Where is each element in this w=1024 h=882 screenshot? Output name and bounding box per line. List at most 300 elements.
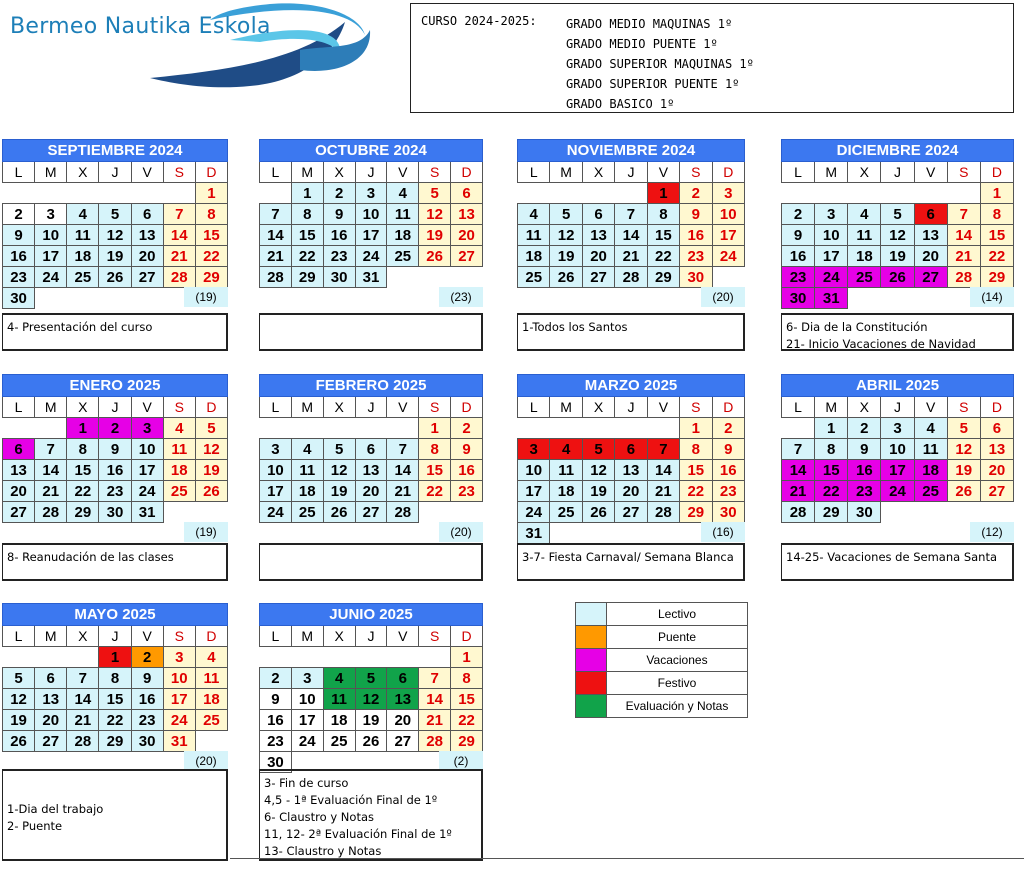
day-cell: 16: [680, 225, 712, 246]
day-cell: 2: [848, 418, 881, 439]
day-cell: 9: [323, 204, 355, 225]
day-cell: 4: [67, 204, 99, 225]
weekday-header: X: [323, 397, 355, 418]
weekday-header: D: [980, 397, 1013, 418]
day-cell: 17: [131, 460, 163, 481]
day-cell: 17: [260, 481, 292, 502]
day-cell: 27: [131, 267, 163, 288]
day-cell: 10: [35, 225, 67, 246]
empty-cell: [3, 183, 35, 204]
day-cell: 14: [67, 689, 99, 710]
month-notes: [259, 543, 483, 581]
day-cell: 2: [680, 183, 712, 204]
week-row: [3, 710, 228, 731]
day-cell: 10: [815, 225, 848, 246]
day-cell: 12: [3, 689, 35, 710]
week-row: [3, 439, 228, 460]
day-cell: 27: [387, 731, 419, 752]
week-row: [518, 418, 745, 439]
day-cell: 10: [260, 460, 292, 481]
week-row: [3, 481, 228, 502]
lective-days-count: (2): [439, 751, 483, 771]
day-cell: 15: [680, 460, 712, 481]
weekday-header: S: [947, 162, 980, 183]
empty-cell: [35, 647, 67, 668]
empty-cell: [550, 523, 582, 544]
day-cell: 6: [3, 439, 35, 460]
empty-cell: [3, 647, 35, 668]
day-cell: 25: [550, 502, 582, 523]
empty-cell: [3, 418, 35, 439]
day-cell: 18: [518, 246, 550, 267]
day-cell: 25: [387, 246, 419, 267]
empty-cell: [914, 288, 947, 309]
day-cell: 19: [195, 460, 227, 481]
day-cell: 3: [355, 183, 387, 204]
weekday-header: J: [355, 162, 387, 183]
empty-cell: [323, 647, 355, 668]
day-cell: 7: [163, 204, 195, 225]
day-cell: 27: [3, 502, 35, 523]
empty-cell: [163, 183, 195, 204]
day-cell: 10: [163, 668, 195, 689]
day-cell: 26: [947, 481, 980, 502]
weekday-header: J: [881, 162, 914, 183]
weekday-header: D: [712, 162, 744, 183]
day-cell: 7: [647, 439, 679, 460]
week-row: [260, 731, 483, 752]
empty-cell: [815, 183, 848, 204]
weekday-header: X: [848, 162, 881, 183]
day-cell: 20: [582, 246, 614, 267]
day-cell: 14: [35, 460, 67, 481]
day-cell: 24: [131, 481, 163, 502]
week-row: [3, 183, 228, 204]
lective-days-count: (20): [701, 287, 745, 307]
weekday-header: S: [947, 397, 980, 418]
legend: [575, 602, 748, 718]
day-cell: 13: [980, 439, 1013, 460]
day-cell: 25: [323, 731, 355, 752]
week-row: [518, 204, 745, 225]
legend-label: Puente: [607, 626, 748, 649]
month-notes: [517, 543, 745, 581]
day-cell: 28: [782, 502, 815, 523]
day-cell: 2: [131, 647, 163, 668]
day-cell: 11: [67, 225, 99, 246]
note-line: 14-25- Vacaciones de Semana Santa: [786, 550, 998, 564]
day-cell: 3: [131, 418, 163, 439]
weekday-header: J: [881, 397, 914, 418]
empty-cell: [582, 418, 614, 439]
day-cell: 4: [195, 647, 227, 668]
day-cell: 8: [291, 204, 323, 225]
day-cell: 16: [712, 460, 744, 481]
legend-item: [576, 695, 748, 718]
legend-swatch: [576, 695, 607, 718]
day-cell: 24: [712, 246, 744, 267]
weekday-header: S: [419, 626, 451, 647]
month-title: OCTUBRE 2024: [260, 140, 483, 162]
weekday-header: X: [323, 626, 355, 647]
lective-days-count: (20): [439, 522, 483, 542]
day-cell: 24: [355, 246, 387, 267]
weekday-header: J: [355, 626, 387, 647]
weekday-header: V: [914, 162, 947, 183]
day-cell: 17: [355, 225, 387, 246]
weekday-header: M: [291, 162, 323, 183]
day-cell: 9: [712, 439, 744, 460]
day-cell: 14: [163, 225, 195, 246]
legend-label: Evaluación y Notas: [607, 695, 748, 718]
note-line: 1-Todos los Santos: [522, 320, 628, 334]
empty-cell: [387, 647, 419, 668]
day-cell: 21: [782, 481, 815, 502]
empty-cell: [914, 502, 947, 523]
day-cell: 10: [355, 204, 387, 225]
empty-cell: [947, 183, 980, 204]
day-cell: 3: [291, 668, 323, 689]
legend-swatch: [576, 626, 607, 649]
day-cell: 1: [99, 647, 131, 668]
day-cell: 23: [712, 481, 744, 502]
day-cell: 15: [815, 460, 848, 481]
day-cell: 28: [67, 731, 99, 752]
empty-cell: [615, 418, 647, 439]
day-cell: 6: [914, 204, 947, 225]
weekday-header: S: [419, 397, 451, 418]
empty-cell: [35, 183, 67, 204]
empty-cell: [518, 418, 550, 439]
empty-cell: [451, 502, 483, 523]
day-cell: 21: [260, 246, 292, 267]
note-line: 11, 12- 2ª Evaluación Final de 1º: [264, 827, 452, 841]
day-cell: 27: [355, 502, 387, 523]
empty-cell: [355, 418, 387, 439]
day-cell: 8: [67, 439, 99, 460]
day-cell: 8: [99, 668, 131, 689]
legend-item: [576, 672, 748, 695]
day-cell: 20: [451, 225, 483, 246]
day-cell: 3: [518, 439, 550, 460]
week-row: [518, 460, 745, 481]
empty-cell: [582, 183, 614, 204]
month-notes: [517, 313, 745, 351]
weekday-header: X: [323, 162, 355, 183]
empty-cell: [323, 418, 355, 439]
day-cell: 5: [947, 418, 980, 439]
day-cell: 31: [131, 502, 163, 523]
empty-cell: [712, 267, 744, 288]
day-cell: 13: [355, 460, 387, 481]
day-cell: 13: [387, 689, 419, 710]
day-cell: 16: [260, 710, 292, 731]
day-cell: 21: [35, 481, 67, 502]
day-cell: 11: [848, 225, 881, 246]
course-item: GRADO BASICO 1º: [566, 97, 675, 111]
day-cell: 29: [67, 502, 99, 523]
day-cell: 26: [3, 731, 35, 752]
week-row: [782, 183, 1014, 204]
month-notes: [2, 313, 228, 351]
week-row: [518, 267, 745, 288]
legend-swatch: [576, 649, 607, 672]
weekday-header: J: [99, 626, 131, 647]
weekday-header: V: [914, 397, 947, 418]
weekday-header: L: [260, 397, 292, 418]
legend-swatch: [576, 672, 607, 695]
day-cell: 18: [195, 689, 227, 710]
note-line: 8- Reanudación de las clases: [7, 550, 174, 564]
day-cell: 4: [518, 204, 550, 225]
day-cell: 20: [615, 481, 647, 502]
day-cell: 15: [647, 225, 679, 246]
day-cell: 15: [451, 689, 483, 710]
week-row: [3, 689, 228, 710]
day-cell: 15: [99, 689, 131, 710]
day-cell: 16: [782, 246, 815, 267]
month-title: MAYO 2025: [3, 604, 228, 626]
week-row: [260, 204, 483, 225]
day-cell: 25: [914, 481, 947, 502]
month-notes: [781, 543, 1014, 581]
week-row: [3, 246, 228, 267]
weekday-header: X: [582, 162, 614, 183]
empty-cell: [647, 418, 679, 439]
course-item: GRADO MEDIO MAQUINAS 1º: [566, 17, 733, 31]
weekday-header: J: [615, 397, 647, 418]
month-calendar: [259, 603, 483, 773]
month-notes: [259, 313, 483, 351]
week-row: [260, 183, 483, 204]
month-title: DICIEMBRE 2024: [782, 140, 1014, 162]
weekday-header: X: [67, 397, 99, 418]
day-cell: 6: [451, 183, 483, 204]
lective-days-count: (12): [970, 522, 1014, 542]
empty-cell: [387, 418, 419, 439]
day-cell: 23: [3, 267, 35, 288]
day-cell: 7: [947, 204, 980, 225]
legend-label: Vacaciones: [607, 649, 748, 672]
day-cell: 10: [712, 204, 744, 225]
weekday-header: M: [815, 162, 848, 183]
weekday-header: J: [99, 397, 131, 418]
weekday-header: V: [131, 626, 163, 647]
day-cell: 12: [947, 439, 980, 460]
week-row: [260, 439, 483, 460]
day-cell: 14: [782, 460, 815, 481]
day-cell: 15: [195, 225, 227, 246]
day-cell: 27: [451, 246, 483, 267]
day-cell: 8: [195, 204, 227, 225]
day-cell: 29: [980, 267, 1013, 288]
week-row: [518, 502, 745, 523]
day-cell: 5: [99, 204, 131, 225]
week-row: [782, 225, 1014, 246]
day-cell: 27: [914, 267, 947, 288]
day-cell: 7: [419, 668, 451, 689]
day-cell: 30: [848, 502, 881, 523]
month-calendar: [259, 374, 483, 523]
day-cell: 8: [980, 204, 1013, 225]
weekday-header: X: [67, 162, 99, 183]
empty-cell: [848, 183, 881, 204]
note-line: 2- Puente: [7, 819, 63, 833]
day-cell: 8: [451, 668, 483, 689]
weekday-header: V: [131, 162, 163, 183]
day-cell: 3: [260, 439, 292, 460]
day-cell: 2: [451, 418, 483, 439]
weekday-header: M: [550, 397, 582, 418]
day-cell: 24: [881, 481, 914, 502]
day-cell: 24: [35, 267, 67, 288]
day-cell: 27: [35, 731, 67, 752]
day-cell: 8: [680, 439, 712, 460]
day-cell: 5: [195, 418, 227, 439]
week-row: [782, 502, 1014, 523]
day-cell: 6: [35, 668, 67, 689]
day-cell: 17: [163, 689, 195, 710]
month-calendar: [2, 374, 228, 523]
weekday-header: L: [518, 162, 550, 183]
empty-cell: [67, 183, 99, 204]
empty-cell: [291, 647, 323, 668]
day-cell: 21: [647, 481, 679, 502]
note-line: 3- Fin de curso: [264, 776, 349, 790]
empty-cell: [881, 288, 914, 309]
empty-cell: [419, 647, 451, 668]
week-row: [782, 267, 1014, 288]
weekday-header: D: [195, 397, 227, 418]
day-cell: 20: [3, 481, 35, 502]
day-cell: 16: [848, 460, 881, 481]
day-cell: 19: [355, 710, 387, 731]
day-cell: 11: [518, 225, 550, 246]
week-row: [782, 481, 1014, 502]
day-cell: 26: [550, 267, 582, 288]
day-cell: 6: [615, 439, 647, 460]
logo-text: Bermeo Nautika Eskola: [10, 14, 271, 39]
day-cell: 9: [99, 439, 131, 460]
week-row: [518, 225, 745, 246]
day-cell: 6: [355, 439, 387, 460]
day-cell: 29: [195, 267, 227, 288]
day-cell: 17: [518, 481, 550, 502]
empty-cell: [881, 183, 914, 204]
day-cell: 17: [881, 460, 914, 481]
day-cell: 30: [680, 267, 712, 288]
day-cell: 21: [163, 246, 195, 267]
day-cell: 11: [195, 668, 227, 689]
weekday-header: S: [419, 162, 451, 183]
empty-cell: [582, 523, 614, 544]
weekday-header: J: [99, 162, 131, 183]
day-cell: 21: [419, 710, 451, 731]
day-cell: 15: [67, 460, 99, 481]
empty-cell: [260, 418, 292, 439]
day-cell: 24: [163, 710, 195, 731]
day-cell: 3: [815, 204, 848, 225]
day-cell: 25: [518, 267, 550, 288]
month-title: ENERO 2025: [3, 375, 228, 397]
day-cell: 16: [451, 460, 483, 481]
day-cell: 20: [980, 460, 1013, 481]
lective-days-count: (20): [184, 751, 228, 771]
day-cell: 24: [260, 502, 292, 523]
day-cell: 13: [914, 225, 947, 246]
month-title: ABRIL 2025: [782, 375, 1014, 397]
note-line: 6- Dia de la Constitución: [786, 320, 928, 334]
day-cell: 19: [881, 246, 914, 267]
day-cell: 16: [131, 689, 163, 710]
month-calendar: [781, 374, 1014, 523]
day-cell: 13: [615, 460, 647, 481]
day-cell: 1: [980, 183, 1013, 204]
day-cell: 5: [582, 439, 614, 460]
day-cell: 9: [451, 439, 483, 460]
bottom-rule: [230, 858, 1024, 859]
day-cell: 18: [163, 460, 195, 481]
day-cell: 14: [947, 225, 980, 246]
day-cell: 25: [291, 502, 323, 523]
weekday-header: V: [131, 397, 163, 418]
day-cell: 17: [35, 246, 67, 267]
day-cell: 25: [848, 267, 881, 288]
day-cell: 1: [680, 418, 712, 439]
day-cell: 20: [355, 481, 387, 502]
day-cell: 19: [550, 246, 582, 267]
day-cell: 28: [260, 267, 292, 288]
empty-cell: [131, 288, 163, 309]
day-cell: 8: [647, 204, 679, 225]
day-cell: 30: [782, 288, 815, 309]
day-cell: 8: [419, 439, 451, 460]
day-cell: 1: [291, 183, 323, 204]
day-cell: 7: [67, 668, 99, 689]
empty-cell: [195, 731, 227, 752]
day-cell: 27: [980, 481, 1013, 502]
day-cell: 19: [323, 481, 355, 502]
day-cell: 10: [518, 460, 550, 481]
day-cell: 29: [680, 502, 712, 523]
day-cell: 20: [914, 246, 947, 267]
weekday-header: V: [647, 397, 679, 418]
legend-item: [576, 626, 748, 649]
weekday-header: M: [35, 626, 67, 647]
day-cell: 5: [355, 668, 387, 689]
week-row: [3, 668, 228, 689]
day-cell: 6: [980, 418, 1013, 439]
day-cell: 22: [680, 481, 712, 502]
empty-cell: [67, 647, 99, 668]
weekday-header: V: [387, 626, 419, 647]
day-cell: 13: [582, 225, 614, 246]
day-cell: 10: [291, 689, 323, 710]
week-row: [518, 183, 745, 204]
day-cell: 3: [163, 647, 195, 668]
week-row: [518, 481, 745, 502]
note-line: 13- Claustro y Notas: [264, 844, 382, 858]
empty-cell: [914, 183, 947, 204]
day-cell: 18: [550, 481, 582, 502]
weekday-header: L: [518, 397, 550, 418]
weekday-header: M: [35, 397, 67, 418]
lective-days-count: (16): [701, 522, 745, 542]
day-cell: 28: [947, 267, 980, 288]
note-line: 21- Inicio Vacaciones de Navidad: [786, 337, 976, 351]
lective-days-count: (14): [970, 287, 1014, 307]
empty-cell: [550, 183, 582, 204]
